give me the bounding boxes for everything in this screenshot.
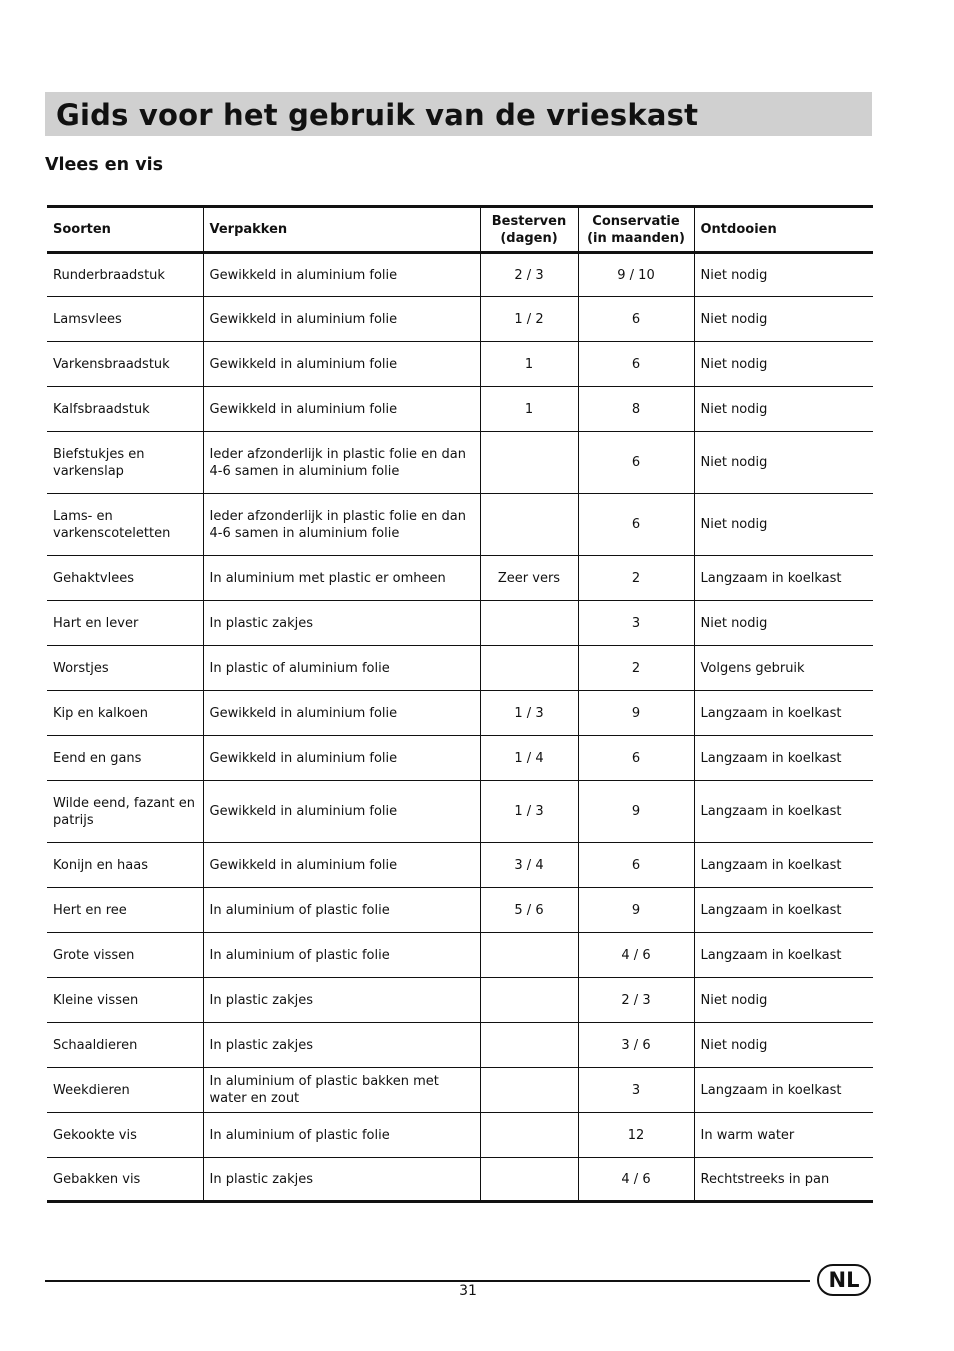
page-number: 31 — [459, 1283, 477, 1299]
table-row — [47, 432, 873, 494]
cell-verpakken: In plastic zakjes — [203, 1023, 480, 1068]
cell-ontdooien: Langzaam in koelkast — [694, 1068, 873, 1113]
cell-conservatie: 4 / 6 — [578, 933, 694, 978]
table-row — [47, 646, 873, 691]
table-row — [47, 781, 873, 843]
cell-conservatie: 6 — [578, 494, 694, 556]
cell-conservatie: 2 — [578, 646, 694, 691]
table-row — [47, 691, 873, 736]
cell-verpakken: Gewikkeld in aluminium folie — [203, 253, 480, 297]
cell-verpakken: In aluminium of plastic folie — [203, 933, 480, 978]
cell-verpakken: Gewikkeld in aluminium folie — [203, 387, 480, 432]
cell-soort: Lams- en varkenscoteletten — [53, 508, 171, 541]
cell-soort: Worstjes — [53, 660, 109, 676]
cell-soort: Hart en lever — [53, 615, 139, 631]
cell-soort: Varkensbraadstuk — [53, 356, 170, 372]
cell-besterven: Zeer vers — [480, 556, 578, 601]
cell-conservatie: 9 — [578, 888, 694, 933]
cell-conservatie: 2 — [578, 556, 694, 601]
cell-verpakken: Gewikkeld in aluminium folie — [203, 297, 480, 342]
table-row — [47, 843, 873, 888]
cell-besterven: 1 / 4 — [480, 736, 578, 781]
cell-conservatie: 4 / 6 — [578, 1158, 694, 1202]
cell-besterven — [480, 494, 578, 556]
language-badge: NL — [817, 1264, 871, 1296]
cell-besterven — [480, 933, 578, 978]
header-verpakken: Verpakken — [203, 207, 480, 253]
cell-conservatie: 6 — [578, 342, 694, 387]
section-title: Vlees en vis — [45, 155, 164, 175]
table-row — [47, 888, 873, 933]
table-row — [47, 1023, 873, 1068]
cell-ontdooien: Langzaam in koelkast — [694, 843, 873, 888]
cell-ontdooien: Niet nodig — [694, 1023, 873, 1068]
table-row — [47, 342, 873, 387]
cell-verpakken: Gewikkeld in aluminium folie — [203, 781, 480, 843]
page-title-bar — [45, 92, 872, 136]
cell-soort: Biefstukjes en varkenslap — [53, 446, 145, 479]
cell-soort: Runderbraadstuk — [53, 267, 165, 283]
cell-verpakken: In aluminium of plastic folie — [203, 888, 480, 933]
table-row — [47, 1113, 873, 1158]
cell-ontdooien: Langzaam in koelkast — [694, 933, 873, 978]
table-row — [47, 387, 873, 432]
table-header-row — [47, 207, 873, 253]
cell-soort: Hert en ree — [53, 902, 127, 918]
cell-besterven: 3 / 4 — [480, 843, 578, 888]
cell-besterven: 1 / 3 — [480, 781, 578, 843]
table-row — [47, 978, 873, 1023]
cell-soort: Lamsvlees — [53, 311, 122, 327]
table-row — [47, 253, 873, 297]
cell-verpakken: Gewikkeld in aluminium folie — [203, 342, 480, 387]
cell-ontdooien: Rechtstreeks in pan — [694, 1158, 873, 1202]
cell-soort: Wilde eend, fazant en patrijs — [53, 795, 195, 828]
cell-conservatie: 12 — [578, 1113, 694, 1158]
header-besterven: Besterven (dagen) — [480, 207, 578, 253]
cell-verpakken: In aluminium met plastic er omheen — [203, 556, 480, 601]
cell-verpakken: In plastic of aluminium folie — [203, 646, 480, 691]
table-row — [47, 1158, 873, 1202]
cell-conservatie: 6 — [578, 843, 694, 888]
cell-ontdooien: Volgens gebruik — [694, 646, 873, 691]
storage-table — [47, 205, 873, 1203]
cell-conservatie: 3 — [578, 601, 694, 646]
cell-soort: Kleine vissen — [53, 992, 139, 1008]
cell-soort: Grote vissen — [53, 947, 135, 963]
cell-verpakken: In aluminium of plastic bakken met water en zout — [203, 1068, 480, 1113]
cell-ontdooien: Langzaam in koelkast — [694, 781, 873, 843]
cell-conservatie: 8 — [578, 387, 694, 432]
cell-ontdooien: Niet nodig — [694, 432, 873, 494]
cell-soort: Weekdieren — [53, 1082, 130, 1098]
cell-conservatie: 9 — [578, 691, 694, 736]
cell-ontdooien: Langzaam in koelkast — [694, 556, 873, 601]
cell-soort: Kalfsbraadstuk — [53, 401, 150, 417]
table-row — [47, 494, 873, 556]
cell-besterven — [480, 978, 578, 1023]
cell-conservatie: 3 — [578, 1068, 694, 1113]
cell-besterven — [480, 601, 578, 646]
header-ontdooien: Ontdooien — [694, 207, 873, 253]
page-title: Gids voor het gebruik van de vrieskast — [56, 98, 699, 132]
cell-verpakken: Gewikkeld in aluminium folie — [203, 736, 480, 781]
cell-besterven: 1 / 2 — [480, 297, 578, 342]
cell-besterven: 1 / 3 — [480, 691, 578, 736]
cell-besterven: 1 — [480, 387, 578, 432]
cell-besterven — [480, 1068, 578, 1113]
cell-besterven: 1 — [480, 342, 578, 387]
cell-ontdooien: Langzaam in koelkast — [694, 691, 873, 736]
cell-besterven — [480, 1158, 578, 1202]
cell-ontdooien: Niet nodig — [694, 297, 873, 342]
cell-verpakken: Gewikkeld in aluminium folie — [203, 691, 480, 736]
header-soorten: Soorten — [53, 222, 111, 237]
cell-ontdooien: Niet nodig — [694, 342, 873, 387]
cell-soort: Gekookte vis — [53, 1127, 137, 1143]
cell-ontdooien: Niet nodig — [694, 253, 873, 297]
cell-besterven — [480, 432, 578, 494]
cell-ontdooien: Langzaam in koelkast — [694, 736, 873, 781]
table-row — [47, 933, 873, 978]
cell-soort: Kip en kalkoen — [53, 705, 149, 721]
cell-besterven: 2 / 3 — [480, 253, 578, 297]
table-row — [47, 556, 873, 601]
cell-besterven — [480, 1113, 578, 1158]
cell-ontdooien: Niet nodig — [694, 387, 873, 432]
table-row — [47, 1068, 873, 1113]
cell-verpakken: Ieder afzonderlijk in plastic folie en dan 4-6 samen in aluminium folie — [203, 432, 480, 494]
cell-conservatie: 9 — [578, 781, 694, 843]
cell-conservatie: 6 — [578, 736, 694, 781]
cell-verpakken: In plastic zakjes — [203, 601, 480, 646]
cell-verpakken: Ieder afzonderlijk in plastic folie en dan 4-6 samen in aluminium folie — [203, 494, 480, 556]
cell-soort: Schaaldieren — [53, 1037, 138, 1053]
cell-besterven: 5 / 6 — [480, 888, 578, 933]
footer-divider — [45, 1280, 810, 1282]
cell-conservatie: 9 / 10 — [578, 253, 694, 297]
cell-besterven — [480, 646, 578, 691]
header-conservatie: Conservatie (in maanden) — [578, 207, 694, 253]
cell-verpakken: Gewikkeld in aluminium folie — [203, 843, 480, 888]
cell-soort: Konijn en haas — [53, 857, 148, 873]
cell-conservatie: 3 / 6 — [578, 1023, 694, 1068]
cell-soort: Eend en gans — [53, 750, 142, 766]
cell-ontdooien: Niet nodig — [694, 601, 873, 646]
table-row — [47, 736, 873, 781]
cell-verpakken: In plastic zakjes — [203, 978, 480, 1023]
table-row — [47, 297, 873, 342]
cell-ontdooien: Langzaam in koelkast — [694, 888, 873, 933]
table-row — [47, 601, 873, 646]
cell-soort: Gehaktvlees — [53, 570, 134, 586]
cell-besterven — [480, 1023, 578, 1068]
cell-conservatie: 6 — [578, 432, 694, 494]
cell-conservatie: 2 / 3 — [578, 978, 694, 1023]
cell-soort: Gebakken vis — [53, 1171, 141, 1187]
cell-verpakken: In aluminium of plastic folie — [203, 1113, 480, 1158]
cell-ontdooien: Niet nodig — [694, 978, 873, 1023]
cell-verpakken: In plastic zakjes — [203, 1158, 480, 1202]
cell-ontdooien: Niet nodig — [694, 494, 873, 556]
cell-ontdooien: In warm water — [694, 1113, 873, 1158]
cell-conservatie: 6 — [578, 297, 694, 342]
